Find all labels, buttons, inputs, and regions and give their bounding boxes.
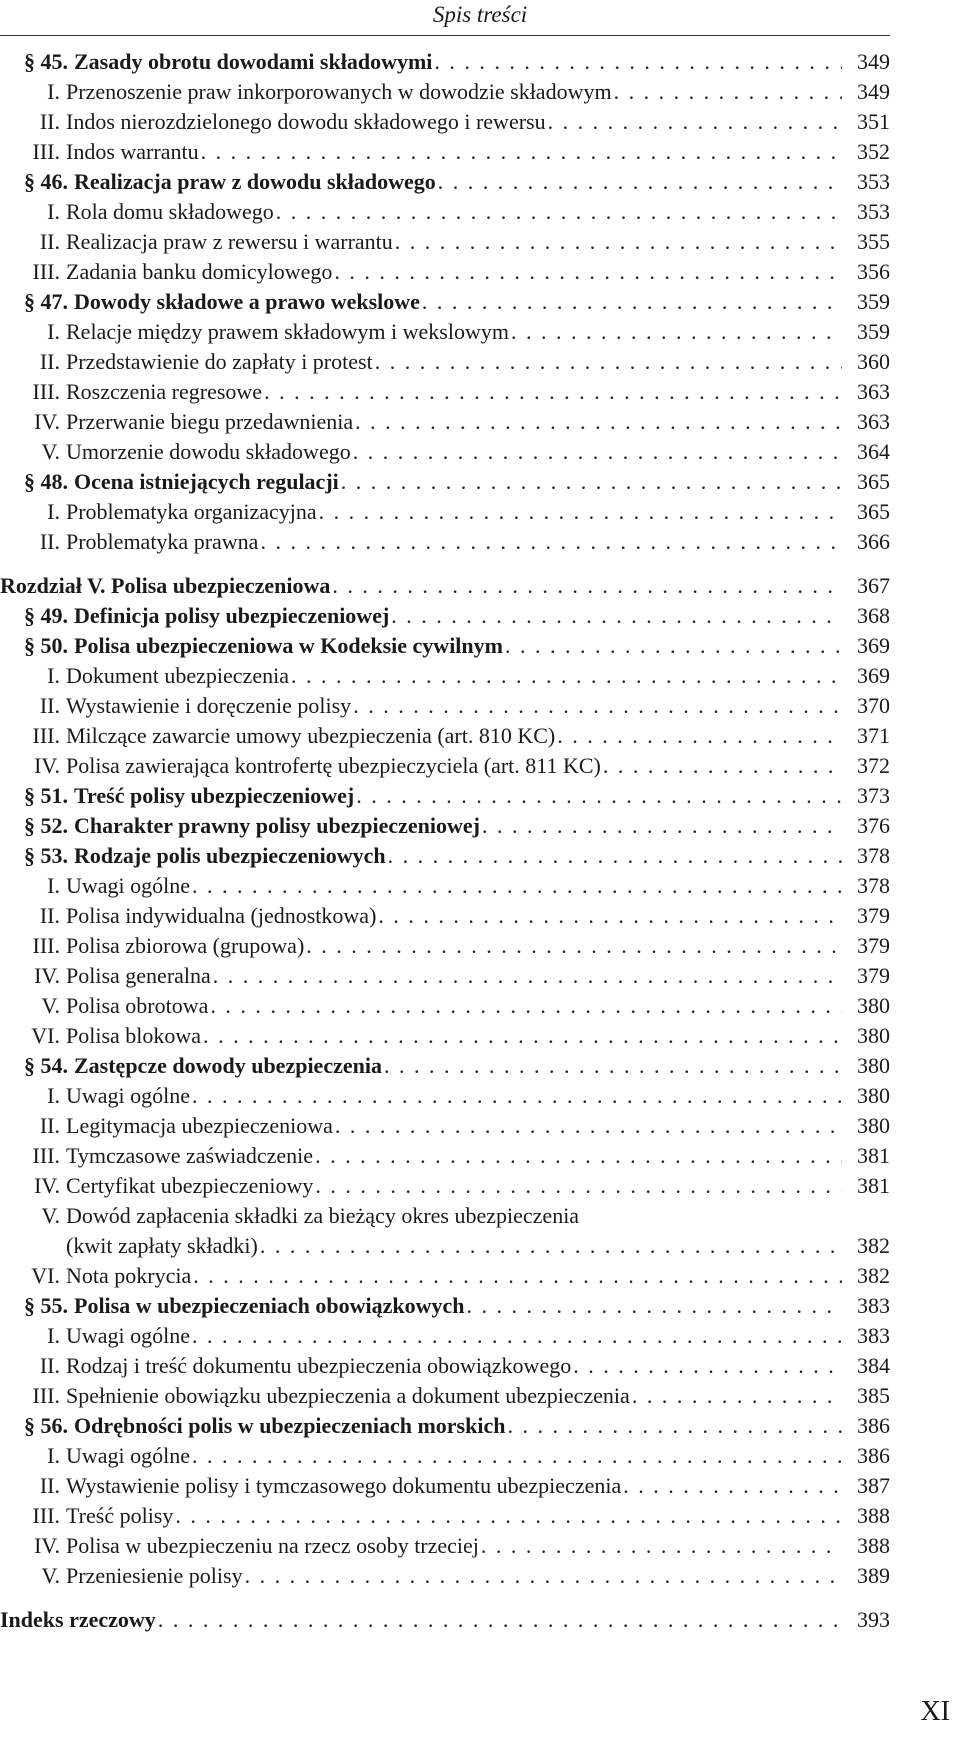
dot-leader	[356, 781, 842, 811]
toc-entry-number: § 47.	[24, 289, 68, 314]
toc-entry-page: 381	[857, 1173, 890, 1198]
toc-entry[interactable]	[0, 1501, 890, 1531]
toc-entry-number: I.	[47, 319, 60, 344]
toc-entry-number: II.	[39, 903, 60, 928]
toc-entry-title: Polisa zawierająca kontrofertę ubezpieczyciela (art. 811 KC)	[66, 753, 601, 778]
toc-section[interactable]	[0, 287, 890, 317]
toc-entry[interactable]	[0, 1171, 890, 1201]
dot-leader	[557, 721, 842, 751]
toc-entry-page: 369	[857, 663, 890, 688]
toc-entry-number: IV.	[34, 1533, 60, 1558]
toc-entry-title: Rola domu składowego	[66, 199, 274, 224]
toc-entry-number: § 52.	[24, 813, 68, 838]
toc-entry-title: Polisa w ubezpieczeniach obowiązkowych	[74, 1293, 465, 1318]
dot-leader	[438, 167, 842, 197]
toc-entry[interactable]	[0, 197, 890, 227]
toc-entry[interactable]	[0, 901, 890, 931]
dot-leader	[213, 961, 842, 991]
dot-leader	[192, 1081, 842, 1111]
toc-entry-title-continued: (kwit zapłaty składki)	[66, 1233, 258, 1258]
toc-entry-page: 382	[857, 1233, 890, 1258]
toc-entry-page: 364	[857, 439, 890, 464]
toc-entry-number: § 55.	[24, 1293, 68, 1318]
toc-entry[interactable]	[0, 871, 890, 901]
toc-entry-title: Rodzaj i treść dokumentu ubezpieczenia obowiązkowego	[66, 1353, 572, 1378]
dot-leader	[378, 901, 842, 931]
toc-entry-number: V.	[41, 1563, 60, 1588]
toc-entry-title: Definicja polisy ubezpieczeniowej	[74, 603, 390, 628]
toc-entry-number: III.	[32, 1503, 60, 1528]
toc-entry-page: 380	[857, 1023, 890, 1048]
toc-entry[interactable]	[0, 1531, 890, 1561]
toc-entry-title: Relacje między prawem składowym i wekslowym	[66, 319, 509, 344]
dot-leader	[614, 77, 842, 107]
toc-entry-page: 365	[857, 469, 890, 494]
toc-entry-title: Ocena istniejących regulacji	[74, 469, 339, 494]
toc-entry-number: § 48.	[24, 469, 68, 494]
toc-entry-page: 379	[857, 933, 890, 958]
toc-entry-title: Polisa w ubezpieczeniu na rzecz osoby trzeciej	[66, 1533, 479, 1558]
toc-entry-page: 387	[857, 1473, 890, 1498]
toc-entry-number: I.	[47, 663, 60, 688]
table-of-contents	[0, 47, 890, 1635]
dot-leader	[193, 1261, 842, 1291]
toc-entry[interactable]	[0, 991, 890, 1021]
dot-leader	[391, 601, 842, 631]
dot-leader	[623, 1471, 842, 1501]
toc-entry-title: Wystawienie polisy i tymczasowego dokumentu ubezpieczenia	[66, 1473, 622, 1498]
toc-entry-title: Dowód zapłacenia składki za bieżący okres ubezpieczenia	[66, 1203, 580, 1228]
toc-gap	[0, 557, 890, 571]
toc-section[interactable]	[0, 811, 890, 841]
toc-section[interactable]	[0, 781, 890, 811]
toc-entry-page: 363	[857, 379, 890, 404]
toc-entry-page: 373	[857, 783, 890, 808]
toc-entry[interactable]	[0, 1381, 890, 1411]
toc-entry-number: II.	[39, 1353, 60, 1378]
toc-entry[interactable]	[0, 1471, 890, 1501]
toc-entry[interactable]	[0, 1351, 890, 1381]
toc-entry[interactable]	[0, 691, 890, 721]
toc-entry-page: 363	[857, 409, 890, 434]
dot-leader	[315, 1141, 842, 1171]
toc-entry-title: Treść polisy ubezpieczeniowej	[74, 783, 355, 808]
toc-section[interactable]	[0, 1411, 890, 1441]
toc-entry-number: II.	[39, 349, 60, 374]
dot-leader	[210, 991, 842, 1021]
toc-entry-title: Spełnienie obowiązku ubezpieczenia a dokument ubezpieczenia	[66, 1383, 630, 1408]
toc-entry-number: IV.	[34, 409, 60, 434]
toc-entry[interactable]	[0, 1261, 890, 1291]
toc-entry-page: 359	[857, 289, 890, 314]
toc-entry-number: § 56.	[24, 1413, 68, 1438]
dot-leader	[395, 227, 842, 257]
toc-entry[interactable]	[0, 1111, 890, 1141]
toc-entry-page: 378	[857, 873, 890, 898]
toc-entry[interactable]	[0, 751, 890, 781]
toc-entry-number: II.	[39, 1113, 60, 1138]
toc-entry-number: I.	[47, 199, 60, 224]
toc-entry-title: Przedstawienie do zapłaty i protest	[66, 349, 373, 374]
toc-section[interactable]	[0, 47, 890, 77]
toc-entry-number: IV.	[34, 963, 60, 988]
dot-leader	[175, 1501, 842, 1531]
dot-leader	[332, 571, 842, 601]
toc-entry[interactable]	[0, 1081, 890, 1111]
toc-entry-title: Zastępcze dowody ubezpieczenia	[74, 1053, 382, 1078]
toc-entry-title: Przeniesienie polisy	[66, 1563, 243, 1588]
toc-entry-title: Przerwanie biegu przedawnienia	[66, 409, 354, 434]
toc-entry-title: Polisa generalna	[66, 963, 211, 988]
toc-entry-page: 383	[857, 1293, 890, 1318]
toc-section[interactable]	[0, 1051, 890, 1081]
toc-chapter[interactable]	[0, 1605, 890, 1635]
toc-entry-title: Charakter prawny polisy ubezpieczeniowej	[74, 813, 480, 838]
dot-leader	[245, 1561, 842, 1591]
toc-entry-title: Realizacja praw z dowodu składowego	[74, 169, 436, 194]
toc-entry-page: 383	[857, 1323, 890, 1348]
dot-leader	[201, 137, 842, 167]
dot-leader	[375, 347, 842, 377]
toc-entry-page: 367	[857, 573, 890, 598]
toc-entry-number: I.	[47, 873, 60, 898]
toc-entry-page: 365	[857, 499, 890, 524]
toc-entry-number: § 49.	[24, 603, 68, 628]
dot-leader	[507, 1411, 842, 1441]
toc-entry-page: 356	[857, 259, 890, 284]
dot-leader	[632, 1381, 842, 1411]
toc-entry-page: 353	[857, 199, 890, 224]
dot-leader	[319, 497, 842, 527]
page-number: XI	[920, 1696, 950, 1727]
toc-entry-page: 359	[857, 319, 890, 344]
toc-entry-number: III.	[32, 933, 60, 958]
toc-entry-page: 380	[857, 1113, 890, 1138]
toc-entry-title: Rozdział V. Polisa ubezpieczeniowa	[0, 573, 331, 598]
toc-entry[interactable]	[0, 107, 890, 137]
dot-leader	[384, 1051, 842, 1081]
toc-entry-page: 382	[857, 1263, 890, 1288]
dot-leader	[467, 1291, 843, 1321]
toc-entry-page: 349	[857, 49, 890, 74]
toc-entry-page: 351	[857, 109, 890, 134]
toc-entry-number: III.	[32, 259, 60, 284]
dot-leader	[334, 257, 842, 287]
dot-leader	[306, 931, 842, 961]
toc-section[interactable]	[0, 167, 890, 197]
toc-entry-number: II.	[39, 529, 60, 554]
toc-entry[interactable]	[0, 437, 890, 467]
toc-entry-title: Legitymacja ubezpieczeniowa	[66, 1113, 333, 1138]
dot-leader	[548, 107, 842, 137]
toc-entry-number: § 50.	[24, 633, 68, 658]
toc-entry-title: Dokument ubezpieczenia	[66, 663, 289, 688]
toc-section[interactable]	[0, 601, 890, 631]
dot-leader	[505, 631, 842, 661]
toc-entry-page: 369	[857, 633, 890, 658]
toc-entry[interactable]	[0, 721, 890, 751]
toc-entry[interactable]	[0, 257, 890, 287]
toc-entry-number: IV.	[34, 1173, 60, 1198]
toc-entry[interactable]	[0, 1201, 890, 1231]
toc-entry-page: 386	[857, 1413, 890, 1438]
toc-entry-title: Problematyka prawna	[66, 529, 259, 554]
toc-entry-page: 353	[857, 169, 890, 194]
toc-entry-title: Tymczasowe zaświadczenie	[66, 1143, 314, 1168]
toc-entry-page: 368	[857, 603, 890, 628]
dot-leader	[422, 287, 842, 317]
toc-entry-page: 349	[857, 79, 890, 104]
toc-entry[interactable]	[0, 527, 890, 557]
toc-entry-title: Treść polisy	[66, 1503, 174, 1528]
toc-entry-page: 378	[857, 843, 890, 868]
dot-leader	[203, 1021, 842, 1051]
toc-entry-title: Odrębności polis w ubezpieczeniach morskich	[74, 1413, 506, 1438]
toc-entry-page: 380	[857, 1083, 890, 1108]
toc-entry-number: § 53.	[24, 843, 68, 868]
toc-entry-number: I.	[47, 1323, 60, 1348]
toc-entry-title: Indos warrantu	[66, 139, 199, 164]
toc-chapter[interactable]	[0, 571, 890, 601]
toc-entry-number: § 51.	[24, 783, 68, 808]
toc-entry-continuation[interactable]	[0, 1231, 890, 1261]
toc-entry-page: 393	[857, 1607, 890, 1632]
toc-entry-title: Uwagi ogólne	[66, 1323, 191, 1348]
toc-entry[interactable]	[0, 1141, 890, 1171]
toc-entry-number: VI.	[31, 1023, 60, 1048]
dot-leader	[481, 1531, 842, 1561]
toc-entry-number: II.	[39, 693, 60, 718]
dot-leader	[341, 467, 842, 497]
toc-entry-page: 372	[857, 753, 890, 778]
toc-entry-title: Uwagi ogólne	[66, 1443, 191, 1468]
toc-entry[interactable]	[0, 407, 890, 437]
toc-entry-number: II.	[39, 229, 60, 254]
toc-entry[interactable]	[0, 1021, 890, 1051]
toc-entry-page: 371	[857, 723, 890, 748]
toc-entry[interactable]	[0, 227, 890, 257]
toc-entry-page: 379	[857, 963, 890, 988]
toc-entry-number: V.	[41, 439, 60, 464]
dot-leader	[335, 1111, 842, 1141]
toc-entry-number: V.	[41, 1203, 60, 1228]
toc-entry-title: Indos nierozdzielonego dowodu składowego i rewersu	[66, 109, 546, 134]
dot-leader	[511, 317, 842, 347]
toc-entry[interactable]	[0, 1441, 890, 1471]
toc-entry-page: 385	[857, 1383, 890, 1408]
toc-section[interactable]	[0, 841, 890, 871]
dot-leader	[434, 47, 842, 77]
toc-entry-title: Zasady obrotu dowodami składowymi	[74, 49, 433, 74]
toc-entry-title: Polisa indywidualna (jednostkowa)	[66, 903, 377, 928]
dot-leader	[388, 841, 842, 871]
toc-entry-number: II.	[39, 109, 60, 134]
toc-entry[interactable]	[0, 347, 890, 377]
dot-leader	[573, 1351, 842, 1381]
toc-entry-number: III.	[32, 723, 60, 748]
header-rule	[0, 35, 890, 36]
dot-leader	[192, 871, 842, 901]
toc-entry-title: Rodzaje polis ubezpieczeniowych	[74, 843, 386, 868]
toc-entry-page: 352	[857, 139, 890, 164]
toc-entry-title: Certyfikat ubezpieczeniowy	[66, 1173, 314, 1198]
toc-section[interactable]	[0, 631, 890, 661]
dot-leader	[482, 811, 842, 841]
toc-entry-page: 389	[857, 1563, 890, 1588]
toc-entry-page: 380	[857, 993, 890, 1018]
toc-entry-number: III.	[32, 379, 60, 404]
toc-entry[interactable]	[0, 77, 890, 107]
toc-section[interactable]	[0, 467, 890, 497]
dot-leader	[192, 1321, 842, 1351]
dot-leader	[264, 377, 842, 407]
toc-entry-title: Nota pokrycia	[66, 1263, 192, 1288]
toc-entry-number: III.	[32, 1383, 60, 1408]
dot-leader	[355, 407, 842, 437]
dot-leader	[260, 527, 842, 557]
dot-leader	[353, 437, 842, 467]
toc-entry-number: IV.	[34, 753, 60, 778]
toc-entry-page: 388	[857, 1533, 890, 1558]
toc-entry-title: Polisa ubezpieczeniowa w Kodeksie cywilnym	[74, 633, 503, 658]
toc-entry-title: Indeks rzeczowy	[0, 1607, 156, 1632]
toc-entry-title: Przenoszenie praw inkorporowanych w dowodzie składowym	[66, 79, 612, 104]
toc-entry-number: I.	[47, 1443, 60, 1468]
toc-entry-page: 360	[857, 349, 890, 374]
toc-entry-number: § 45.	[24, 49, 68, 74]
toc-entry[interactable]	[0, 317, 890, 347]
dot-leader	[315, 1171, 842, 1201]
toc-entry-title: Problematyka organizacyjna	[66, 499, 317, 524]
toc-entry-title: Polisa obrotowa	[66, 993, 209, 1018]
dot-leader	[276, 197, 842, 227]
toc-entry-number: II.	[39, 1473, 60, 1498]
dot-leader	[260, 1231, 842, 1261]
toc-entry-title: Roszczenia regresowe	[66, 379, 263, 404]
toc-entry-number: III.	[32, 1143, 60, 1168]
toc-entry-title: Wystawienie i doręczenie polisy	[66, 693, 352, 718]
toc-gap	[0, 1591, 890, 1605]
toc-section[interactable]	[0, 1291, 890, 1321]
toc-entry-title: Zadania banku domicylowego	[66, 259, 333, 284]
toc-entry-number: I.	[47, 499, 60, 524]
toc-entry-number: V.	[41, 993, 60, 1018]
toc-entry-title: Dowody składowe a prawo wekslowe	[74, 289, 420, 314]
toc-entry-page: 366	[857, 529, 890, 554]
dot-leader	[192, 1441, 842, 1471]
toc-entry-title: Milczące zawarcie umowy ubezpieczenia (art. 810 KC)	[66, 723, 556, 748]
dot-leader	[158, 1605, 842, 1635]
toc-entry-page: 386	[857, 1443, 890, 1468]
toc-entry-number: § 46.	[24, 169, 68, 194]
toc-entry[interactable]	[0, 1561, 890, 1591]
toc-entry[interactable]	[0, 661, 890, 691]
dot-leader	[353, 691, 842, 721]
toc-entry[interactable]	[0, 497, 890, 527]
toc-entry[interactable]	[0, 1321, 890, 1351]
running-header: Spis treści	[432, 2, 528, 27]
toc-entry-page: 379	[857, 903, 890, 928]
toc-entry[interactable]	[0, 931, 890, 961]
toc-entry-number: VI.	[31, 1263, 60, 1288]
toc-entry-title: Polisa blokowa	[66, 1023, 202, 1048]
toc-entry-title: Realizacja praw z rewersu i warrantu	[66, 229, 393, 254]
toc-entry-page: 370	[857, 693, 890, 718]
toc-entry-page: 384	[857, 1353, 890, 1378]
toc-entry-page: 381	[857, 1143, 890, 1168]
toc-entry-number: I.	[47, 1083, 60, 1108]
toc-entry-page: 388	[857, 1503, 890, 1528]
toc-entry-page: 380	[857, 1053, 890, 1078]
toc-entry-title: Uwagi ogólne	[66, 1083, 191, 1108]
toc-entry-number: III.	[32, 139, 60, 164]
toc-entry-page: 355	[857, 229, 890, 254]
toc-entry-title: Polisa zbiorowa (grupowa)	[66, 933, 305, 958]
toc-entry-number: § 54.	[24, 1053, 68, 1078]
dot-leader	[603, 751, 842, 781]
toc-entry-number: I.	[47, 79, 60, 104]
toc-entry-title: Umorzenie dowodu składowego	[66, 439, 351, 464]
toc-entry-page: 376	[857, 813, 890, 838]
toc-entry[interactable]	[0, 961, 890, 991]
toc-entry-title: Uwagi ogólne	[66, 873, 191, 898]
toc-entry[interactable]	[0, 377, 890, 407]
dot-leader	[291, 661, 842, 691]
toc-entry[interactable]	[0, 137, 890, 167]
